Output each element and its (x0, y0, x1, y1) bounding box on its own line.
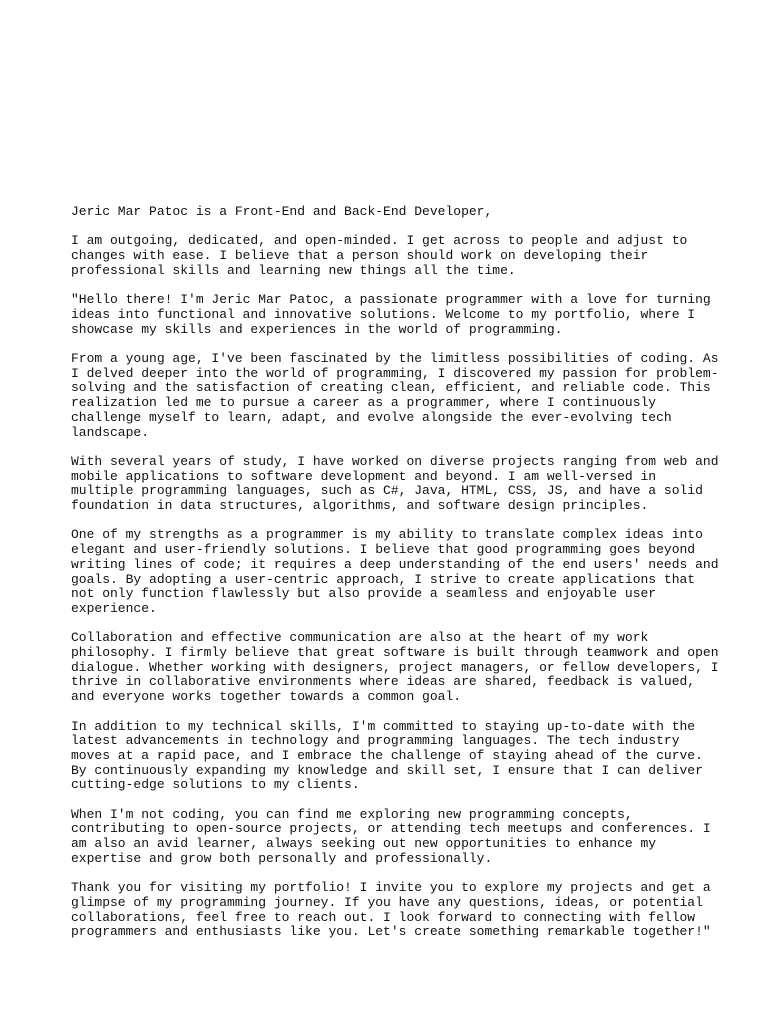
paragraph (71, 293, 711, 337)
text-line: I am outgoing, dedicated, and open-minded. I get across to people and adjust to (71, 233, 688, 249)
text-line: solving and the satisfaction of creating clean, efficient, and reliable code. This (71, 380, 711, 396)
text-line: "Hello there! I'm Jeric Mar Patoc, a passionate programmer with a love for turning (71, 292, 711, 308)
paragraph (71, 881, 711, 940)
text-line: foundation in data structures, algorithms, and software design principles. (71, 498, 649, 513)
paragraph (71, 720, 711, 794)
text-line: Jeric Mar Patoc is a Front-End and Back-End Developer, (71, 204, 493, 219)
paragraph (71, 234, 711, 278)
text-line: contributing to open-source projects, or attending tech meetups and conferences. I (71, 821, 711, 837)
text-line: realization led me to pursue a career as a programmer, where I continuously (71, 395, 657, 411)
text-line: In addition to my technical skills, I'm committed to staying up-to-date with the (71, 718, 696, 734)
text-line: expertise and grow both personally and professionally. (71, 850, 493, 866)
paragraph (71, 630, 719, 705)
text-line: showcase my skills and experiences in the world of programming. (71, 321, 563, 337)
text-line: glimpse of my programming journey. If you have any questions, ideas, or potential (71, 894, 703, 910)
paragraph (71, 350, 719, 440)
paragraph (71, 205, 711, 220)
text-line: With several years of study, I have worked on diverse projects ranging from web and (71, 453, 719, 469)
text-line: thrive in collaborative environments where ideas are shared, feedback is valued, (71, 674, 696, 690)
text-line: and everyone works together towards a common goal. (71, 689, 462, 705)
paragraph (71, 527, 719, 616)
text-line: challenge myself to learn, adapt, and evolve alongside the ever-evolving tech (71, 409, 672, 425)
text-line: dialogue. Whether working with designers, project managers, or fellow developers, I (71, 659, 719, 675)
text-line: programmers and enthusiasts like you. Let's create something remarkable together!" (71, 924, 711, 940)
text-line: By continuously expanding my knowledge and skill set, I ensure that I can deliver (71, 762, 703, 778)
text-line: One of my strengths as a programmer is my ability to translate complex ideas into (71, 527, 703, 543)
text-line: changes with ease. I believe that a person should work on developing their (71, 248, 649, 264)
text-line: cutting-edge solutions to my clients. (71, 777, 360, 793)
text-line: goals. By adopting a user-centric approach, I strive to create applications that (71, 571, 696, 587)
paragraph (71, 808, 711, 867)
text-line: multiple programming languages, such as C#, Java, HTML, CSS, JS, and have a solid (71, 483, 703, 499)
text-line: elegant and user-friendly solutions. I believe that good programming goes beyond (71, 542, 696, 558)
text-line: am also an avid learner, always seeking out new opportunities to enhance my (71, 836, 657, 852)
paragraph (71, 453, 719, 514)
text-line: collaborations, feel free to reach out. I look forward to connecting with fellow (71, 909, 696, 925)
text-line: professional skills and learning new things all the time. (71, 262, 516, 278)
text-line: Thank you for visiting my portfolio! I invite you to explore my projects and get a (71, 880, 711, 896)
text-line: experience. (71, 600, 157, 616)
text-line: From a young age, I've been fascinated by the limitless possibilities of coding. As (71, 350, 719, 366)
text-line: philosophy. I firmly believe that great software is built through teamwork and open (71, 645, 719, 660)
text-line: landscape. (71, 424, 150, 440)
text-line: Collaboration and effective communication are also at the heart of my work (71, 630, 649, 646)
text-line: not only function flawlessly but also provide a seamless and enjoyable user (71, 586, 657, 602)
text-line: ideas into functional and innovative solutions. Welcome to my portfolio, where I (71, 306, 696, 322)
text-line: latest advancements in technology and programming languages. The tech industry (71, 733, 680, 749)
text-line: I delved deeper into the world of programming, I discovered my passion for problem- (71, 365, 719, 381)
document-body (71, 204, 719, 955)
text-line: writing lines of code; it requires a deep understanding of the end users' needs and (71, 556, 719, 572)
text-line: When I'm not coding, you can find me exploring new programming concepts, (71, 806, 633, 822)
text-line: moves at a rapid pace, and I embrace the challenge of staying ahead of the curve. (71, 747, 703, 763)
text-line: mobile applications to software development and beyond. I am well-versed in (71, 468, 657, 484)
